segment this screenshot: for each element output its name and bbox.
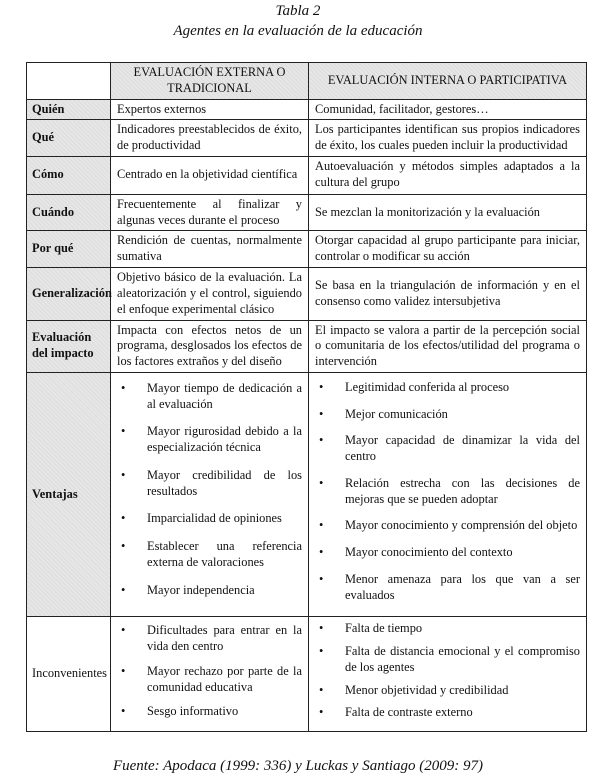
list-item-text: Sesgo informativo <box>147 704 239 719</box>
bullet-icon: • <box>121 380 126 395</box>
list-item-text: Mayor tiempo de dedicación a al evaluación <box>147 380 302 411</box>
list-item <box>315 644 580 676</box>
list-item-text: Establecer una referencia externa de valoraciones <box>147 539 302 569</box>
table-number: Tabla 2 <box>275 3 321 19</box>
list-item-text: Mayor capacidad de dinamizar la vida del centro <box>345 433 580 463</box>
cell-internal <box>309 372 587 617</box>
list-item-text: Mejor comunicación <box>345 406 448 421</box>
agents-table <box>26 62 587 732</box>
list-item-text: Imparcialidad de opiniones <box>147 511 282 526</box>
list-item <box>117 623 302 655</box>
bullet-icon: • <box>121 539 126 553</box>
list-item-text: Menor objetividad y credibilidad <box>345 682 509 697</box>
bullet-icon: • <box>121 663 126 678</box>
list-item <box>117 424 302 456</box>
bullet-icon: • <box>319 621 324 636</box>
row-que <box>27 120 587 157</box>
cell-external: Frecuentemente al finalizar y algunas veces durante el proceso <box>111 194 309 231</box>
cell-external: Expertos externos <box>111 99 309 120</box>
cell-external <box>111 617 309 732</box>
row-label: Inconvenientes <box>27 617 111 732</box>
list-item <box>315 433 580 465</box>
bullet-icon: • <box>319 571 324 586</box>
list-item <box>315 380 580 396</box>
list-item <box>315 545 580 561</box>
list-item <box>117 704 302 720</box>
cell-internal <box>309 617 587 732</box>
row-evaluacion-impacto <box>27 320 587 372</box>
bullet-icon: • <box>319 644 324 658</box>
row-label: Ventajas <box>27 372 111 617</box>
cell-internal: Comunidad, facilitador, gestores… <box>309 99 587 120</box>
header-external: EVALUACIÓN EXTERNA O TRADICIONAL <box>111 63 309 100</box>
row-ventajas <box>27 372 587 617</box>
row-generalizacion <box>27 268 587 320</box>
list-item <box>117 664 302 696</box>
list-item-text: Mayor rigurosidad debido a la especialización técnica <box>147 424 302 454</box>
list-item <box>117 539 302 571</box>
list-item <box>117 583 302 599</box>
bullet-icon: • <box>121 704 126 719</box>
bullet-list <box>117 623 302 720</box>
cell-internal: Otorgar capacidad al grupo participante para iniciar, controlar o modificar su acción <box>309 231 587 268</box>
bullet-icon: • <box>319 406 324 421</box>
list-item-text: Mayor conocimiento del contexto <box>345 545 513 559</box>
bullet-icon: • <box>319 545 324 559</box>
bullet-list <box>315 621 580 721</box>
cell-external <box>111 372 309 617</box>
list-item-text: Falta de distancia emocional y el compromiso de los agentes <box>345 644 580 674</box>
row-quien <box>27 99 587 120</box>
list-item <box>315 407 580 423</box>
bullet-icon: • <box>319 475 324 490</box>
row-label: Quién <box>27 99 111 120</box>
list-item-text: Falta de tiempo <box>345 621 423 636</box>
header-internal: EVALUACIÓN INTERNA O PARTICIPATIVA <box>309 63 587 100</box>
bullet-icon: • <box>121 424 126 439</box>
row-como <box>27 156 587 194</box>
bullet-list <box>315 380 580 604</box>
bullet-icon: • <box>319 705 324 720</box>
list-item <box>315 572 580 604</box>
list-item-text: Falta de contraste externo <box>345 705 473 720</box>
list-item-text: Mayor rechazo por parte de la comunidad educativa <box>147 663 302 694</box>
cell-external: Centrado en la objetividad científica <box>111 156 309 194</box>
list-item <box>315 476 580 508</box>
bullet-icon: • <box>319 433 324 448</box>
list-item-text: Mayor credibilidad de los resultados <box>147 467 302 498</box>
row-label: Cuándo <box>27 194 111 231</box>
list-item <box>117 468 302 500</box>
cell-external: Impacta con efectos netos de un programa, desglosados los efectos de los factores extraños y del diseño <box>111 320 309 372</box>
bullet-icon: • <box>121 511 126 526</box>
row-label: Generalización <box>27 268 111 320</box>
list-item <box>315 683 580 699</box>
list-item-text: Relación estrecha con las decisiones de mejoras que se pueden adoptar <box>345 475 580 506</box>
bullet-icon: • <box>319 379 324 394</box>
row-label: Cómo <box>27 156 111 194</box>
list-item <box>117 511 302 527</box>
cell-external: Indicadores preestablecidos de éxito, de productividad <box>111 120 309 157</box>
list-item <box>315 621 580 637</box>
bullet-icon: • <box>319 518 324 533</box>
list-item-text: Mayor independencia <box>147 582 255 597</box>
list-item <box>117 381 302 413</box>
cell-external: Objetivo básico de la evaluación. La aleatorización y el control, siguiendo el enfoque experimental clásico <box>111 268 309 320</box>
row-label: Por qué <box>27 231 111 268</box>
cell-internal: El impacto se valora a partir de la percepción social o comunitaria de los efectos/utilidad del programa o intervención <box>309 320 587 372</box>
cell-internal: Se mezclan la monitorización y la evaluación <box>309 194 587 231</box>
bullet-icon: • <box>121 623 126 638</box>
bullet-icon: • <box>319 682 324 697</box>
row-cuando <box>27 194 587 231</box>
cell-internal: Los participantes identifican sus propios indicadores de éxito, los cuales pueden incluir la productividad <box>309 120 587 157</box>
header-empty <box>27 63 111 100</box>
header-row <box>27 63 587 100</box>
list-item-text: Legitimidad conferida al proceso <box>345 379 510 394</box>
list-item-text: Mayor conocimiento y comprensión del objeto <box>345 518 578 533</box>
bullet-icon: • <box>121 467 126 482</box>
list-item-text: Menor amenaza para los que van a ser evaluados <box>345 571 580 602</box>
row-inconvenientes <box>27 617 587 732</box>
row-label: Qué <box>27 120 111 157</box>
list-item <box>315 705 580 721</box>
row-por-que <box>27 231 587 268</box>
bullet-list <box>117 381 302 599</box>
table-title: Agentes en la evaluación de la educación <box>173 23 423 39</box>
cell-external: Rendición de cuentas, normalmente sumativa <box>111 231 309 268</box>
row-label: Evaluación del impacto <box>27 320 111 372</box>
list-item-text: Dificultades para entrar en la vida den centro <box>147 623 302 653</box>
source-note: Fuente: Apodaca (1999: 336) y Luckas y Santiago (2009: 97) <box>112 758 484 774</box>
bullet-icon: • <box>121 582 126 597</box>
list-item <box>315 518 580 534</box>
cell-internal: Autoevaluación y métodos simples adaptados a la cultura del grupo <box>309 156 587 194</box>
cell-internal: Se basa en la triangulación de información y en el consenso como validez intersubjetiva <box>309 268 587 320</box>
